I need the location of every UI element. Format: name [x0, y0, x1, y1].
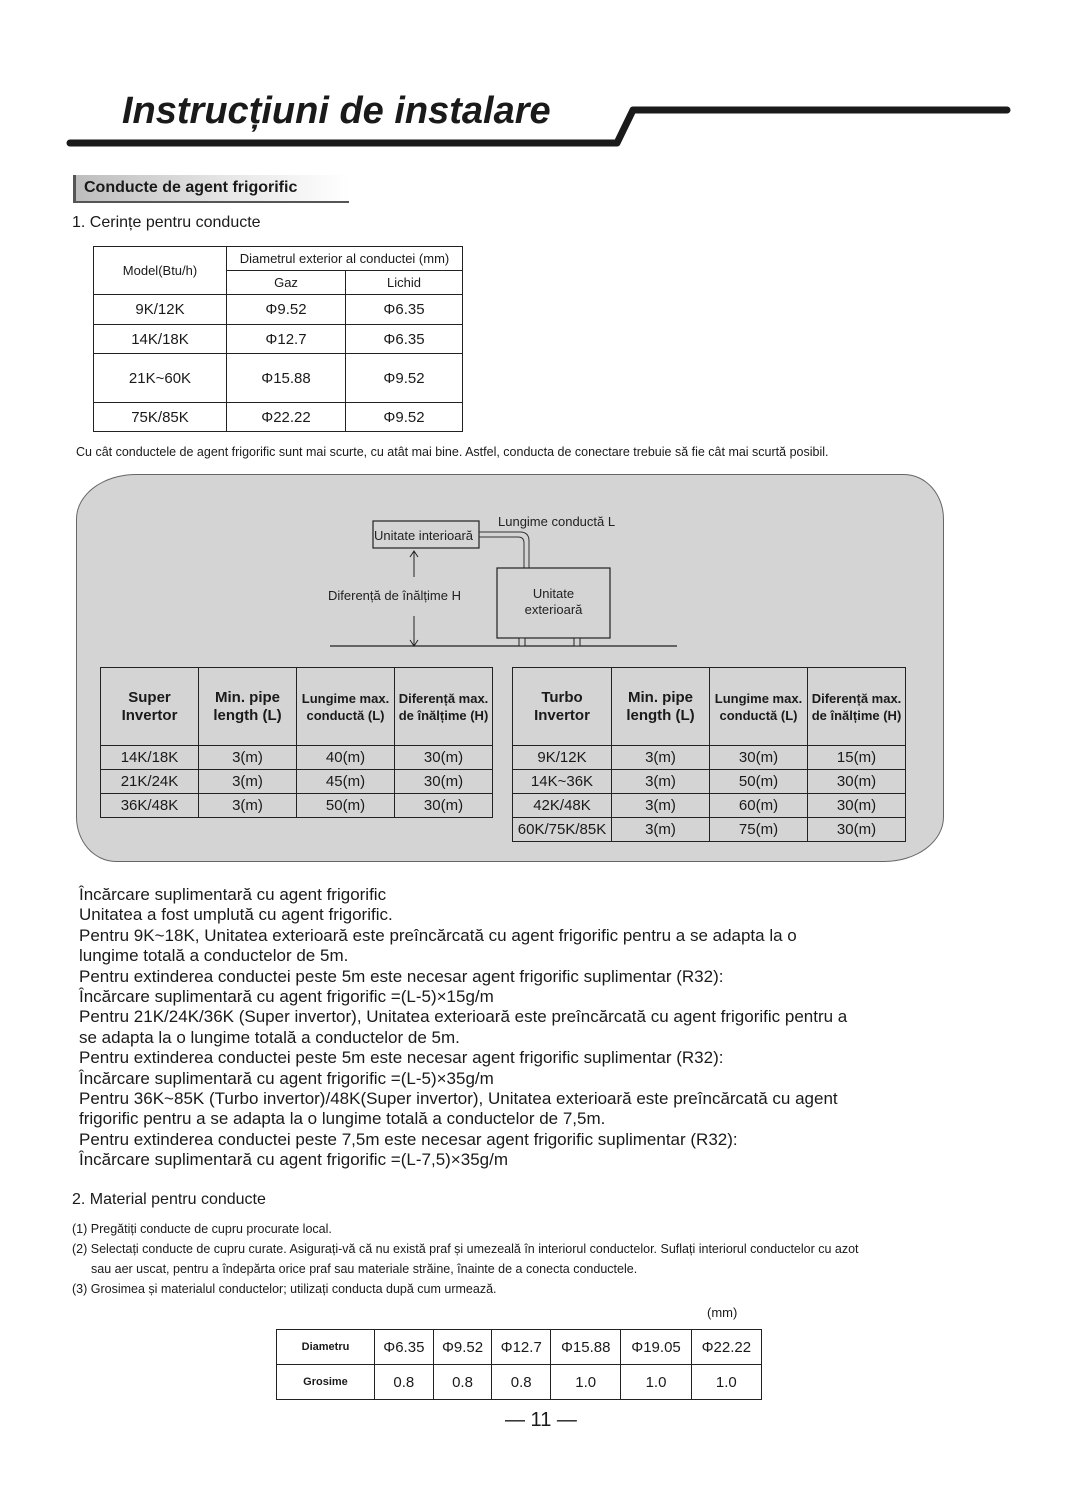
- list-item: (3) Grosimea și materialul conductelor; utilizați conducta după cum urmează.: [72, 1282, 497, 1296]
- diameter-cell: Φ12.7: [492, 1330, 551, 1365]
- table-row: [101, 770, 493, 794]
- header-cell: Turbo Invertor: [513, 668, 612, 746]
- outdoor-unit-label-line1: Unitate: [532, 586, 575, 601]
- turbo-invertor-table: [512, 667, 906, 842]
- model-cell: 14K/18K: [94, 325, 227, 354]
- super-invertor-table: [100, 667, 493, 818]
- min-length-cell: 3(m): [199, 746, 297, 770]
- min-length-cell: 3(m): [199, 794, 297, 818]
- gas-cell: Φ9.52: [227, 295, 346, 325]
- outdoor-unit-foot: [519, 638, 525, 646]
- header-cell: Lungime max. conductă (L): [710, 668, 808, 746]
- text-line: Încărcare suplimentară cu agent frigorific =(L-5)×35g/m: [79, 1068, 494, 1088]
- text-line: lungime totală a conductelor de 5m.: [79, 946, 349, 966]
- table-row: [101, 746, 493, 770]
- outdoor-unit-foot: [574, 638, 580, 646]
- model-cell: 21K~60K: [94, 354, 227, 403]
- header-cell: Diferență max. de înălțime (H): [395, 668, 493, 746]
- refrigerant-charge-text: [79, 885, 847, 1171]
- max-height-cell: 30(m): [808, 794, 906, 818]
- height-difference-label: Diferență de înălțime H: [328, 588, 461, 603]
- thickness-cell: 1.0: [691, 1365, 761, 1400]
- material-list: [72, 1219, 859, 1299]
- diameter-cell: Φ6.35: [375, 1330, 434, 1365]
- max-height-cell: 30(m): [395, 794, 493, 818]
- table-row: [513, 818, 906, 842]
- page-title: Instrucțiuni de instalare: [122, 90, 551, 132]
- gas-cell: Φ12.7: [227, 325, 346, 354]
- model-cell: 60K/75K/85K: [513, 818, 612, 842]
- diameter-cell: Φ9.52: [433, 1330, 492, 1365]
- gas-header: Gaz: [227, 271, 346, 295]
- text-line: Pentru extinderea conductei peste 5m este necesar agent frigorific suplimentar (R32):: [79, 1048, 724, 1068]
- text-line: Pentru 21K/24K/36K (Super invertor), Unitatea exterioară este preîncărcată cu agent frigorific pentru a: [79, 1007, 848, 1027]
- diameter-header: Diametrul exterior al conductei (mm): [227, 247, 463, 271]
- model-cell: 14K/18K: [101, 746, 199, 770]
- text-line: Pentru extinderea conductei peste 7,5m este necesar agent frigorific suplimentar (R32):: [79, 1129, 738, 1149]
- thickness-cell: 0.8: [375, 1365, 434, 1400]
- outdoor-unit-label-line2: exterioară: [524, 602, 583, 617]
- diameter-cell: Φ15.88: [551, 1330, 621, 1365]
- max-height-cell: 30(m): [395, 746, 493, 770]
- requirements-heading: 1. Cerințe pentru conducte: [72, 214, 261, 231]
- list-item: sau aer uscat, pentru a îndepărta orice praf sau materiale străine, înainte de a conecta conductele.: [91, 1262, 638, 1276]
- max-length-cell: 45(m): [297, 770, 395, 794]
- thickness-cell: 0.8: [433, 1365, 492, 1400]
- liquid-cell: Φ6.35: [346, 325, 463, 354]
- min-length-cell: 3(m): [199, 770, 297, 794]
- model-cell: 9K/12K: [513, 746, 612, 770]
- table-row: [513, 770, 906, 794]
- page-number: — 11 —: [505, 1409, 577, 1431]
- unit-label: (mm): [707, 1305, 738, 1320]
- diameter-label: Diametru: [277, 1330, 375, 1365]
- header-cell: Min. pipe length (L): [199, 668, 297, 746]
- liquid-cell: Φ9.52: [346, 403, 463, 432]
- table-row: [277, 1365, 762, 1400]
- liquid-header: Lichid: [346, 271, 463, 295]
- gas-cell: Φ22.22: [227, 403, 346, 432]
- header-cell: Super Invertor: [101, 668, 199, 746]
- thickness-label: Grosime: [277, 1365, 375, 1400]
- model-cell: 9K/12K: [94, 295, 227, 325]
- min-length-cell: 3(m): [612, 746, 710, 770]
- indoor-unit-label: Unitate interioară: [374, 528, 473, 543]
- pipe-length-note: Cu cât conductele de agent frigorific sunt mai scurte, cu atât mai bine. Astfel, conducta de conectare trebuie să fie cât mai scurtă posibil.: [76, 445, 829, 459]
- table-row: [277, 1330, 762, 1365]
- header-cell: Min. pipe length (L): [612, 668, 710, 746]
- text-line: Pentru 9K~18K, Unitatea exterioară este preîncărcată cu agent frigorific pentru a se adapta la o: [79, 925, 797, 945]
- thickness-cell: 1.0: [621, 1365, 691, 1400]
- section-title: Conducte de agent frigorific: [84, 179, 298, 196]
- thickness-cell: 0.8: [492, 1365, 551, 1400]
- text-line: Unitatea a fost umplută cu agent frigorific.: [79, 905, 393, 925]
- installation-diagram: [0, 0, 1083, 660]
- thickness-cell: 1.0: [551, 1365, 621, 1400]
- pipe-length-label: Lungime conductă L: [498, 514, 616, 529]
- min-length-cell: 3(m): [612, 818, 710, 842]
- max-height-cell: 30(m): [395, 770, 493, 794]
- max-length-cell: 40(m): [297, 746, 395, 770]
- list-item: (2) Selectați conducte de cupru curate. Asigurați-vă că nu există praf și umezeală în interiorul conductelor. Suflați interiorul conductelor cu azot: [72, 1242, 859, 1256]
- diameter-cell: Φ19.05: [621, 1330, 691, 1365]
- model-header: Model(Btu/h): [94, 247, 227, 295]
- header-cell: Diferență max. de înălțime (H): [808, 668, 906, 746]
- list-item: (1) Pregătiți conducte de cupru procurate local.: [72, 1222, 332, 1236]
- max-height-cell: 30(m): [808, 770, 906, 794]
- text-line: se adapta la o lungime totală a conductelor de 5m.: [79, 1027, 460, 1047]
- model-cell: 14K~36K: [513, 770, 612, 794]
- gas-cell: Φ15.88: [227, 354, 346, 403]
- model-cell: 36K/48K: [101, 794, 199, 818]
- max-length-cell: 30(m): [710, 746, 808, 770]
- model-cell: 75K/85K: [94, 403, 227, 432]
- material-heading: 2. Material pentru conducte: [72, 1191, 266, 1208]
- header-cell: Lungime max. conductă (L): [297, 668, 395, 746]
- table-row: [513, 794, 906, 818]
- min-length-cell: 3(m): [612, 794, 710, 818]
- diameter-cell: Φ22.22: [691, 1330, 761, 1365]
- text-line: frigorific pentru a se adapta la o lungime totală a conductelor de 7,5m.: [79, 1109, 606, 1129]
- max-length-cell: 50(m): [710, 770, 808, 794]
- min-length-cell: 3(m): [612, 770, 710, 794]
- model-cell: 21K/24K: [101, 770, 199, 794]
- max-height-cell: 15(m): [808, 746, 906, 770]
- text-line: Încărcare suplimentară cu agent frigorific =(L-5)×15g/m: [79, 987, 494, 1007]
- table-row: [513, 746, 906, 770]
- max-length-cell: 60(m): [710, 794, 808, 818]
- max-length-cell: 50(m): [297, 794, 395, 818]
- pipe-thickness-table: [276, 1329, 762, 1400]
- max-height-cell: 30(m): [808, 818, 906, 842]
- pipe-line: [479, 537, 524, 568]
- table-row: [101, 794, 493, 818]
- text-line: Pentru 36K~85K (Turbo invertor)/48K(Super invertor), Unitatea exterioară este preîncărcată cu agent: [79, 1089, 838, 1109]
- model-cell: 42K/48K: [513, 794, 612, 818]
- text-line: Pentru extinderea conductei peste 5m este necesar agent frigorific suplimentar (R32):: [79, 966, 724, 986]
- outdoor-unit-label: [497, 586, 610, 618]
- liquid-cell: Φ6.35: [346, 295, 463, 325]
- max-length-cell: 75(m): [710, 818, 808, 842]
- liquid-cell: Φ9.52: [346, 354, 463, 403]
- text-line: Încărcare suplimentară cu agent frigorific: [79, 885, 387, 904]
- text-line: Încărcare suplimentară cu agent frigorific =(L-7,5)×35g/m: [79, 1150, 508, 1170]
